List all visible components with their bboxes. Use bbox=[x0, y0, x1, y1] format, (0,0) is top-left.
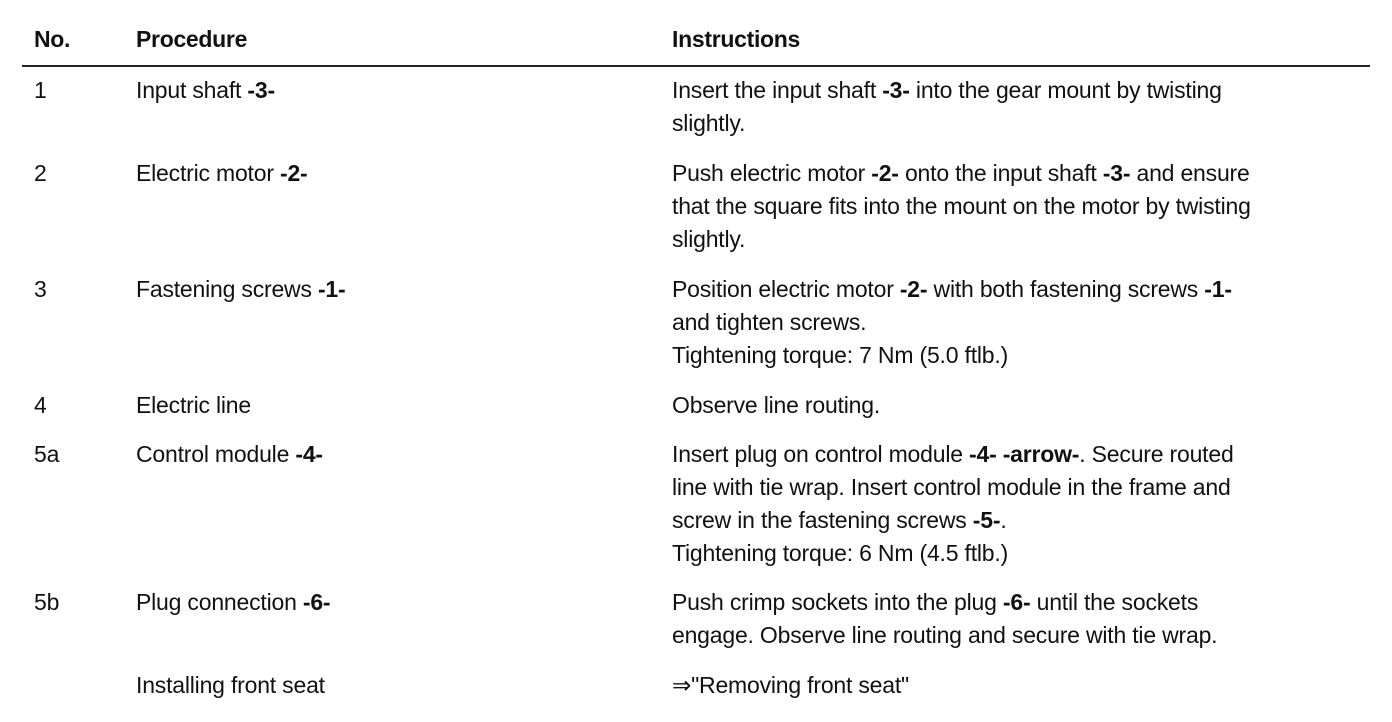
text-segment: that the square fits into the mount on the motor by twisting bbox=[672, 193, 1251, 219]
instruction-line bbox=[672, 537, 1362, 570]
text-segment: and tighten screws. bbox=[672, 309, 867, 335]
procedure-cell bbox=[136, 273, 345, 306]
instruction-line bbox=[672, 190, 1362, 223]
text-segment: and ensure bbox=[1130, 160, 1250, 186]
instructions-cell bbox=[672, 157, 1362, 256]
text-segment: Fastening screws bbox=[136, 276, 318, 302]
text-segment: Insert the input shaft bbox=[672, 77, 883, 103]
text-segment: Push electric motor bbox=[672, 160, 872, 186]
procedure-cell bbox=[136, 586, 330, 619]
part-reference: -3- bbox=[882, 77, 910, 103]
part-reference: -6- bbox=[1002, 589, 1031, 615]
text-segment: into the gear mount by twisting bbox=[909, 77, 1222, 103]
procedure-cell bbox=[136, 74, 275, 107]
step-number: 3 bbox=[34, 276, 47, 302]
part-reference: -5- bbox=[972, 507, 1001, 533]
instruction-line bbox=[672, 74, 1362, 107]
text-segment: . bbox=[1000, 507, 1007, 533]
step-number: 2 bbox=[34, 160, 47, 186]
table-header bbox=[0, 26, 1392, 58]
text-segment: Installing front seat bbox=[136, 672, 325, 698]
text-segment: Tightening torque: 7 Nm (5.0 ftlb.) bbox=[672, 342, 1009, 368]
text-segment: slightly. bbox=[672, 110, 746, 136]
instruction-line bbox=[672, 619, 1362, 652]
procedure-cell bbox=[136, 157, 308, 190]
instruction-line bbox=[672, 471, 1362, 504]
part-reference: -2- bbox=[899, 276, 928, 302]
text-segment: ⇒"Removing front seat" bbox=[672, 672, 910, 698]
instructions-cell bbox=[672, 669, 1362, 702]
text-segment: screw in the fastening screws bbox=[672, 507, 973, 533]
instruction-line bbox=[672, 107, 1362, 140]
instruction-line bbox=[672, 157, 1362, 190]
text-segment: Electric motor bbox=[136, 160, 280, 186]
instruction-line bbox=[672, 223, 1362, 256]
header-procedure: Procedure bbox=[136, 26, 248, 52]
procedure-cell bbox=[136, 389, 251, 422]
step-number: 5a bbox=[34, 441, 60, 467]
part-reference: -2- bbox=[279, 160, 308, 186]
header-no: No. bbox=[34, 26, 71, 52]
instructions-cell bbox=[672, 586, 1362, 652]
text-segment: onto the input shaft bbox=[898, 160, 1103, 186]
text-segment: engage. Observe line routing and secure with tie wrap. bbox=[672, 622, 1218, 648]
step-number: 1 bbox=[34, 77, 47, 103]
instruction-line bbox=[672, 669, 1362, 702]
part-reference: -1- bbox=[1204, 276, 1232, 302]
instruction-line bbox=[672, 586, 1362, 619]
text-segment: until the sockets bbox=[1030, 589, 1199, 615]
text-segment: Position electric motor bbox=[672, 276, 900, 302]
step-number: 4 bbox=[34, 392, 47, 418]
instruction-line bbox=[672, 389, 1362, 422]
text-segment: with both fastening screws bbox=[927, 276, 1205, 302]
part-reference: -4- bbox=[295, 441, 323, 467]
instruction-line bbox=[672, 273, 1362, 306]
part-reference: -4- -arrow- bbox=[969, 441, 1080, 467]
header-instructions: Instructions bbox=[672, 26, 801, 52]
part-reference: -3- bbox=[247, 77, 275, 103]
instruction-line bbox=[672, 339, 1362, 372]
text-segment: . Secure routed bbox=[1079, 441, 1234, 467]
text-segment: Observe line routing. bbox=[672, 392, 881, 418]
instructions-cell bbox=[672, 438, 1362, 570]
part-reference: -3- bbox=[1102, 160, 1131, 186]
procedure-cell bbox=[136, 669, 325, 702]
part-reference: -6- bbox=[302, 589, 331, 615]
instructions-cell bbox=[672, 389, 1362, 422]
text-segment: Control module bbox=[136, 441, 296, 467]
part-reference: -2- bbox=[871, 160, 899, 186]
text-segment: Input shaft bbox=[136, 77, 248, 103]
header-divider bbox=[22, 65, 1370, 67]
instructions-cell bbox=[672, 74, 1362, 140]
instructions-cell bbox=[672, 273, 1362, 372]
text-segment: Electric line bbox=[136, 392, 251, 418]
part-reference: -1- bbox=[317, 276, 346, 302]
step-number: 5b bbox=[34, 589, 60, 615]
instruction-line bbox=[672, 438, 1362, 471]
text-segment: Tightening torque: 6 Nm (4.5 ftlb.) bbox=[672, 540, 1009, 566]
text-segment: Plug connection bbox=[136, 589, 303, 615]
text-segment: Insert plug on control module bbox=[672, 441, 970, 467]
text-segment: Push crimp sockets into the plug bbox=[672, 589, 1003, 615]
text-segment: line with tie wrap. Insert control module in the frame and bbox=[672, 474, 1231, 500]
procedure-cell bbox=[136, 438, 323, 471]
instruction-line bbox=[672, 504, 1362, 537]
text-segment: slightly. bbox=[672, 226, 746, 252]
instruction-line bbox=[672, 306, 1362, 339]
